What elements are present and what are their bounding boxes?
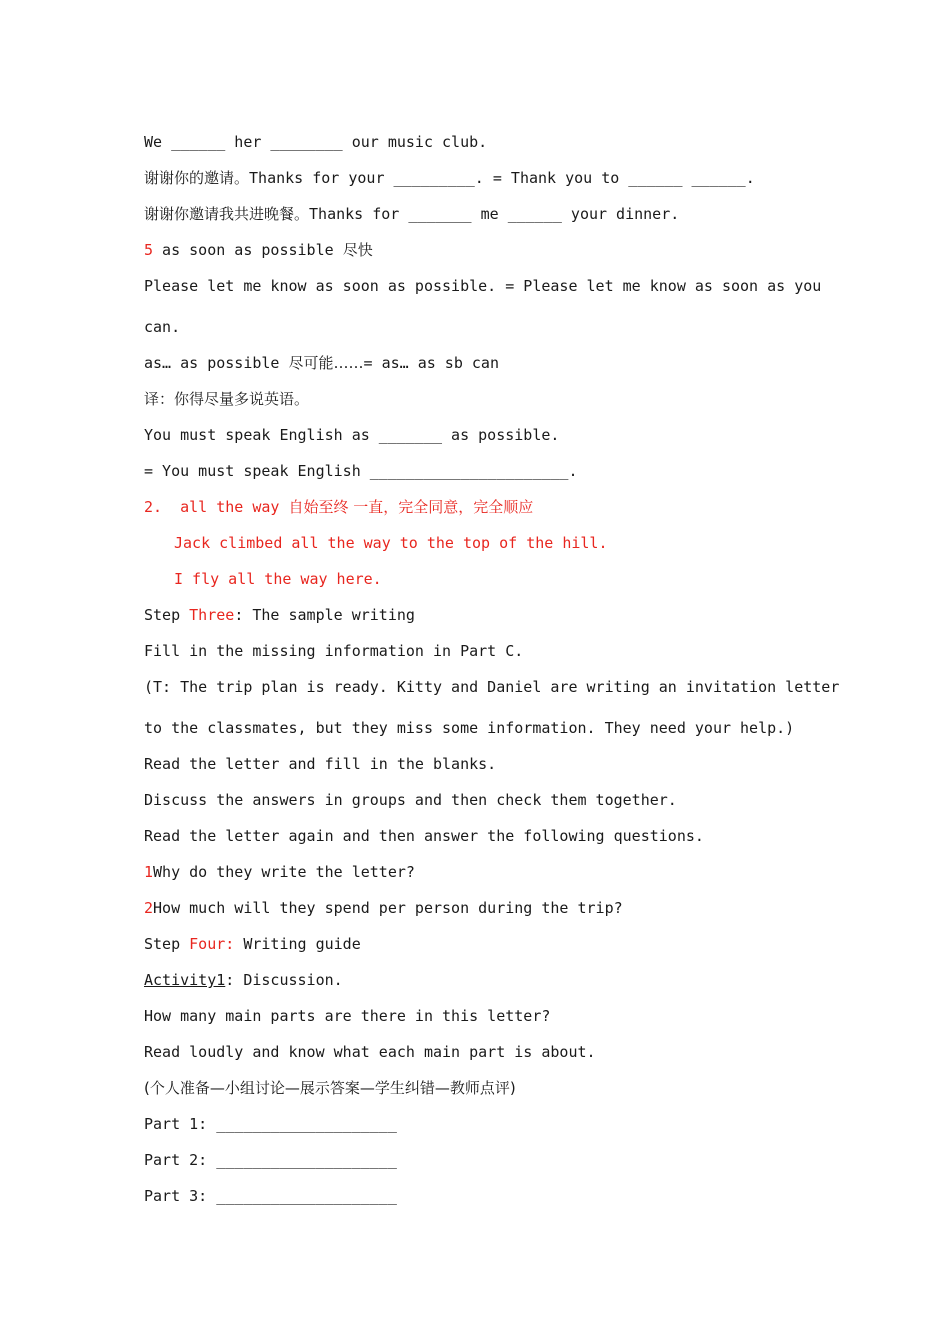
question-text: Why do they write the letter? [153, 863, 415, 881]
answer-line: Part 2: ____________________ [144, 1151, 397, 1169]
question-number: 2 [144, 899, 154, 917]
step-heading [144, 597, 824, 633]
text-line: We ______ her ________ our music club. [144, 133, 488, 151]
english-text: = as… as sb can [363, 354, 499, 372]
english-text: Thanks for your _________. = Thank you to ______ ______. [249, 169, 755, 187]
phrase: 2. all the way [144, 498, 289, 516]
chinese-text: 自始至终 一直，完全同意，完全顺应 [288, 498, 534, 516]
answer-line: Part 3: ____________________ [144, 1187, 397, 1205]
text-line: (T: The trip plan is ready. Kitty and Daniel are writing an invitation letter [144, 678, 840, 696]
text-line [144, 345, 824, 381]
chinese-text: 谢谢你邀请我共进晚餐。 [144, 205, 310, 223]
text-line: Read the letter and fill in the blanks. [144, 755, 497, 773]
phrase: as soon as possible [153, 241, 343, 259]
text-line: can. [144, 318, 181, 336]
text-line: You must speak English as _______ as possible. [144, 426, 560, 444]
text-line: to the classmates, but they miss some information. They need your help.) [144, 719, 795, 737]
text-line: Discuss the answers in groups and then check them together. [144, 791, 677, 809]
question [144, 890, 824, 926]
chinese-text: 谢谢你的邀请。 [144, 169, 250, 187]
english-text: Thanks for _______ me ______ your dinner. [309, 205, 680, 223]
text-line: Please let me know as soon as possible. = Please let me know as soon as you [144, 277, 822, 295]
activity-heading [144, 962, 824, 998]
step-number: Four: [189, 935, 235, 953]
chinese-text: 尽快 [342, 241, 373, 259]
chinese-text: 尽可能…… [288, 354, 364, 372]
text-line: How many main parts are there in this letter? [144, 1007, 551, 1025]
translation-prompt: 译：你得尽量多说英语。 [144, 390, 310, 408]
activity-title: : Discussion. [225, 971, 343, 989]
question-number: 1 [144, 863, 154, 881]
answer-line: Part 1: ____________________ [144, 1115, 397, 1133]
process-note: (个人准备—小组讨论—展示答案—学生纠错—教师点评) [144, 1079, 516, 1097]
question-text: How much will they spend per person during the trip? [153, 899, 623, 917]
text-line: Read the letter again and then answer the following questions. [144, 827, 704, 845]
step-heading [144, 926, 824, 962]
step-label: Step [144, 606, 190, 624]
section-heading [144, 489, 824, 525]
document-page [144, 124, 840, 1214]
text-line [144, 196, 824, 232]
activity-label: Activity1 [144, 971, 226, 989]
english-text: as… as possible [144, 354, 289, 372]
step-title: : The sample writing [234, 606, 415, 624]
text-line [144, 160, 824, 196]
text-line: Read loudly and know what each main part is about. [144, 1043, 596, 1061]
step-title: Writing guide [234, 935, 361, 953]
question [144, 854, 824, 890]
item-number: 5 [144, 241, 154, 259]
step-number: Three [189, 606, 235, 624]
example-sentence: I fly all the way here. [174, 570, 382, 588]
example-sentence: Jack climbed all the way to the top of the hill. [174, 534, 608, 552]
text-line: = You must speak English ______________________. [144, 462, 578, 480]
step-label: Step [144, 935, 190, 953]
section-heading [144, 232, 824, 268]
text-line: Fill in the missing information in Part C. [144, 642, 524, 660]
